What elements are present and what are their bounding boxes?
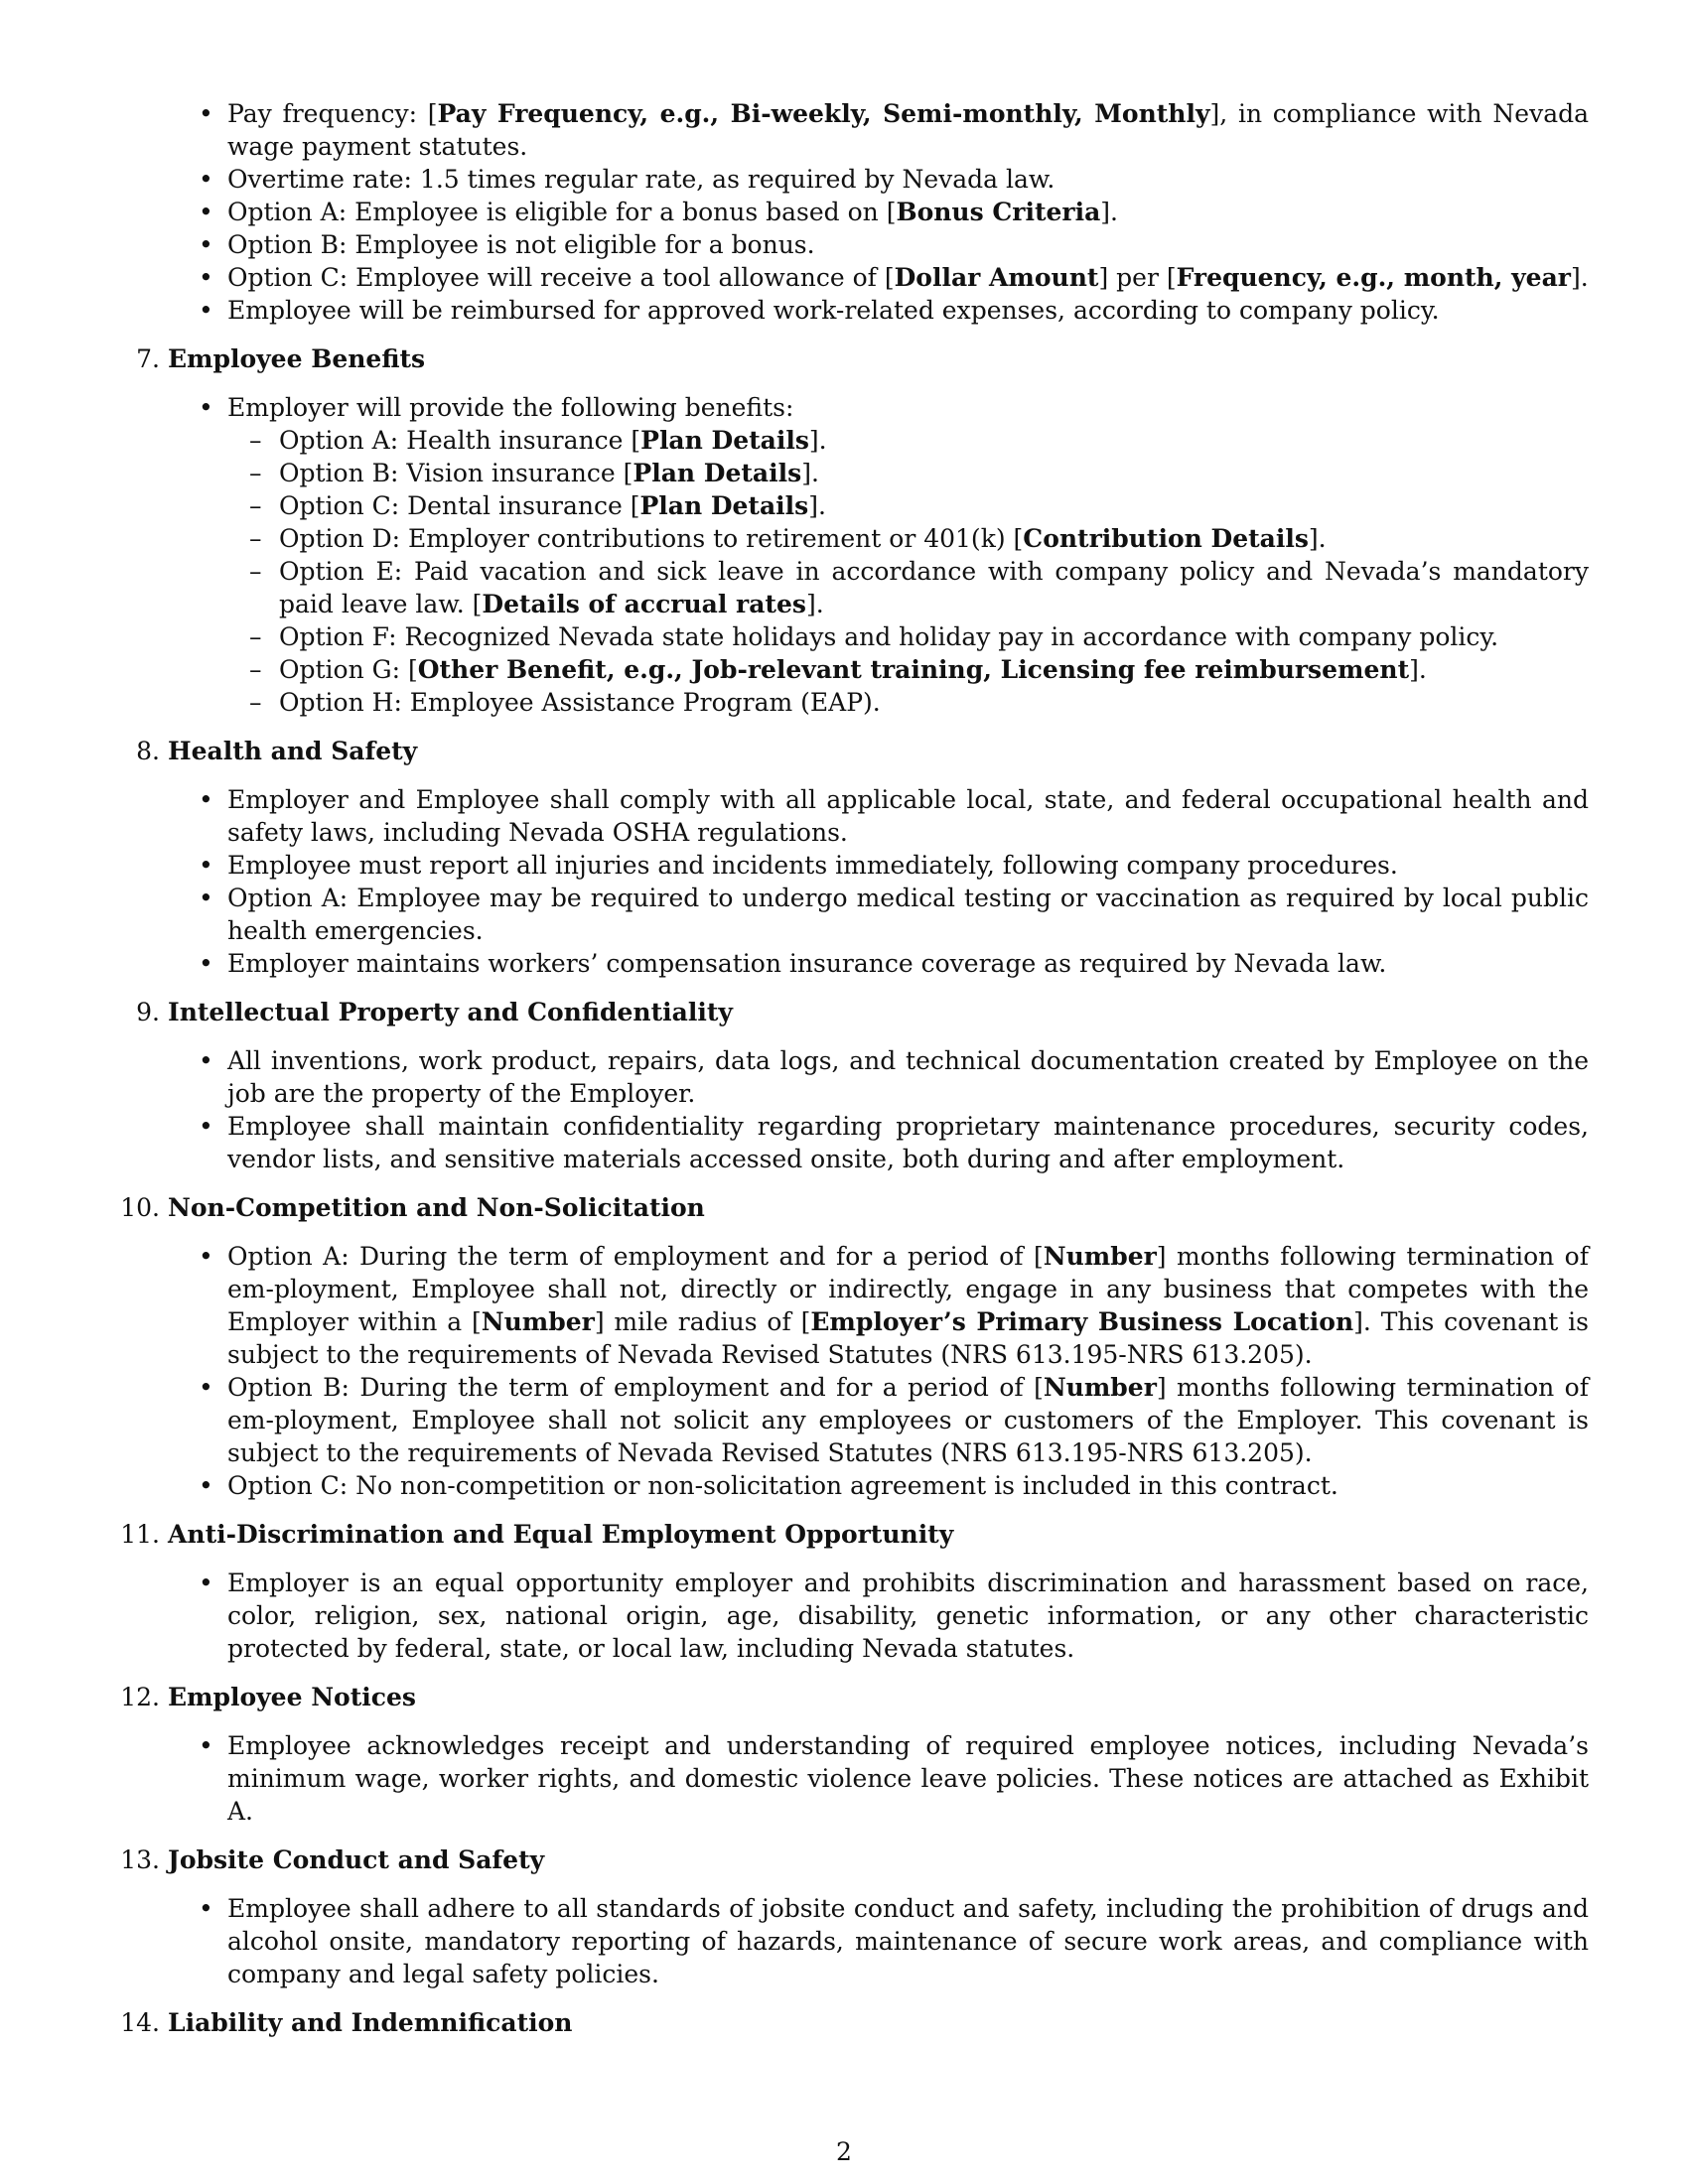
section-bullet-list (0, 783, 1688, 980)
sub-list-item (279, 620, 1589, 653)
sub-list-item (279, 457, 1589, 489)
sub-list-item (279, 686, 1589, 719)
list-item (227, 849, 1589, 882)
section-title: Employee Benefits (168, 344, 426, 373)
section-heading (120, 1681, 1688, 1713)
text-fragment: Option G: [ (279, 655, 418, 684)
text-fragment: ]. (805, 590, 824, 618)
text-fragment: Option C: No non-competition or non-solicitation agreement is included in this contract. (227, 1471, 1338, 1500)
text-fragment: ]. This covenant is subject to the requirements of Nevada Revised Statutes (NRS 613.195-NRS 613.205). (227, 1307, 1597, 1369)
section-title: Liability and Indemnification (168, 2008, 573, 2037)
section-number: 13. (120, 1845, 160, 1874)
placeholder-field: Details of accrual rates (482, 590, 806, 618)
sub-bullet-list (0, 424, 1597, 719)
section-heading (120, 1518, 1688, 1551)
section-number: 12. (120, 1683, 160, 1711)
list-item (227, 1567, 1597, 1665)
text-fragment: ]. (808, 491, 826, 520)
list-item (227, 196, 1589, 228)
text-fragment: ]. (1100, 198, 1118, 226)
section-number: 7. (136, 344, 160, 373)
text-fragment: All inventions, work product, repairs, data logs, and technical documentation created by Employee on the job are the property of the Employer. (227, 1046, 1597, 1108)
list-item (227, 1110, 1597, 1175)
section-heading (136, 342, 1688, 375)
list-item (227, 882, 1597, 947)
text-fragment: Option H: Employee Assistance Program (EAP). (279, 688, 881, 717)
text-fragment: Option A: During the term of employment and for a period of [ (227, 1242, 1044, 1271)
text-fragment: Option A: Health insurance [ (279, 426, 641, 455)
list-item (227, 1371, 1597, 1469)
section-heading (120, 1843, 1688, 1876)
text-fragment: ]. (1409, 655, 1427, 684)
text-fragment: Option F: Recognized Nevada state holidays and holiday pay in accordance with company policy. (279, 622, 1499, 651)
text-fragment: ]. (1308, 524, 1327, 553)
placeholder-field: Number (481, 1307, 595, 1336)
section-bullet-list (0, 1567, 1688, 1665)
section-number: 10. (120, 1193, 160, 1222)
text-fragment: ] mile radius of [ (594, 1307, 811, 1336)
list-item (227, 261, 1589, 294)
text-fragment: Option E: Paid vacation and sick leave in accordance with company policy and Nevada’s mandatory paid leave law. [ (279, 557, 1597, 618)
placeholder-field: Dollar Amount (894, 263, 1099, 292)
text-fragment: Option D: Employer contributions to retirement or 401(k) [ (279, 524, 1024, 553)
section-title: Non-Competition and Non-Solicitation (168, 1193, 705, 1222)
placeholder-field: Plan Details (640, 426, 809, 455)
placeholder-field: Other Benefit, e.g., Job-relevant training, Licensing fee reimbursement (417, 655, 1410, 684)
section-title: Health and Safety (168, 737, 418, 765)
text-fragment: Employer maintains workers’ compensation insurance coverage as required by Nevada law. (227, 949, 1387, 978)
compensation-bullet-list (0, 97, 1688, 327)
text-fragment: Employee shall maintain confidentiality regarding proprietary maintenance procedures, security codes, vendor lists, and sensitive materials accessed onsite, both during and after employment. (227, 1112, 1597, 1173)
section-title: Jobsite Conduct and Safety (168, 1845, 545, 1874)
section-heading (120, 2006, 1688, 2039)
text-fragment: Overtime rate: 1.5 times regular rate, as required by Nevada law. (227, 165, 1055, 194)
text-fragment: Option C: Employee will receive a tool allowance of [ (227, 263, 895, 292)
list-item (227, 1469, 1589, 1502)
sub-list-item (279, 555, 1597, 620)
list-item (227, 163, 1589, 196)
section-bullet-list (0, 1729, 1688, 1828)
section-bullet-list (0, 1892, 1688, 1990)
list-item (227, 947, 1589, 980)
text-fragment: Option B: During the term of employment and for a period of [ (227, 1373, 1044, 1402)
section-heading (136, 996, 1688, 1028)
text-fragment: Option B: Vision insurance [ (279, 459, 633, 487)
text-fragment: Employee acknowledges receipt and understanding of required employee notices, including Nevada’s minimum wage, worker rights, and domestic violence leave policies. These notices are attached as Exhibit A. (227, 1731, 1597, 1826)
placeholder-field: Pay Frequency, e.g., Bi-weekly, Semi-monthly, Monthly (437, 99, 1210, 128)
text-fragment: Employer and Employee shall comply with all applicable local, state, and federal occupational health and safety laws, including Nevada OSHA regulations. (227, 785, 1597, 847)
text-fragment: ], in compliance with Nevada wage payment statutes. (227, 99, 1597, 161)
text-fragment: Employee must report all injuries and incidents immediately, following company procedures. (227, 851, 1398, 880)
sub-list-item (279, 522, 1589, 555)
sub-list-item (279, 424, 1589, 457)
section-bullet-list (0, 1044, 1688, 1175)
sub-list-item (279, 489, 1589, 522)
text-fragment: Option A: Employee is eligible for a bonus based on [ (227, 198, 897, 226)
text-fragment: ] months following termination of em-ployment, Employee shall not solicit any employees or customers of the Employer. This covenant is subject to the requirements of Nevada Revised Statutes (NRS 613.195-NRS 613.205). (227, 1373, 1597, 1467)
text-fragment: ] months following termination of em-ployment, Employee shall not, directly or indirectly, engage in any business that competes with the Employer within a [ (227, 1242, 1597, 1336)
placeholder-field: Number (1043, 1242, 1157, 1271)
text-fragment: Option C: Dental insurance [ (279, 491, 640, 520)
list-item (227, 228, 1589, 261)
text-fragment: Option A: Employee may be required to undergo medical testing or vaccination as required by local public health emergencies. (227, 884, 1597, 945)
placeholder-field: Plan Details (639, 491, 809, 520)
text-fragment: Employer will provide the following benefits: (227, 393, 794, 422)
placeholder-field: Frequency, e.g., month, year (1176, 263, 1571, 292)
page-number: 2 (836, 2137, 852, 2166)
text-fragment: Option B: Employee is not eligible for a bonus. (227, 230, 815, 259)
text-fragment: ]. (801, 459, 819, 487)
list-item (227, 1240, 1597, 1371)
placeholder-field: Plan Details (633, 459, 802, 487)
section-bullet-list (0, 391, 1688, 719)
section-number: 14. (120, 2008, 160, 2037)
list-item (227, 391, 1597, 719)
list-item (227, 783, 1597, 849)
list-item (227, 1892, 1597, 1990)
list-item (227, 1044, 1597, 1110)
text-fragment: ]. (808, 426, 827, 455)
section-heading (136, 735, 1688, 767)
section-title: Employee Notices (168, 1683, 416, 1711)
section-number: 8. (136, 737, 160, 765)
text-fragment: Pay frequency: [ (227, 99, 438, 128)
text-fragment: ]. (1570, 263, 1589, 292)
section-title: Anti-Discrimination and Equal Employment Opportunity (168, 1520, 954, 1549)
text-fragment: ] per [ (1098, 263, 1177, 292)
section-number: 9. (136, 998, 160, 1026)
placeholder-field: Contribution Details (1023, 524, 1309, 553)
text-fragment: Employee shall adhere to all standards of jobsite conduct and safety, including the prohibition of drugs and alcohol onsite, mandatory reporting of hazards, maintenance of secure work areas, and compliance with company and legal safety policies. (227, 1894, 1597, 1988)
sub-list-item (279, 653, 1589, 686)
text-fragment: Employee will be reimbursed for approved work-related expenses, according to company policy. (227, 296, 1440, 325)
section-bullet-list (0, 1240, 1688, 1502)
section-title: Intellectual Property and Confidentiality (168, 998, 733, 1026)
section-heading (120, 1191, 1688, 1224)
document-body (0, 97, 1688, 2055)
placeholder-field: Employer’s Primary Business Location (810, 1307, 1354, 1336)
list-item (227, 1729, 1597, 1828)
text-fragment: Employer is an equal opportunity employer and prohibits discrimination and harassment based on race, color, religion, sex, national origin, age, disability, genetic information, or any other characteristic protected by federal, state, or local law, including Nevada statutes. (227, 1569, 1597, 1663)
placeholder-field: Bonus Criteria (896, 198, 1101, 226)
list-item (227, 97, 1597, 163)
placeholder-field: Number (1043, 1373, 1157, 1402)
list-item (227, 294, 1589, 327)
section-number: 11. (120, 1520, 160, 1549)
